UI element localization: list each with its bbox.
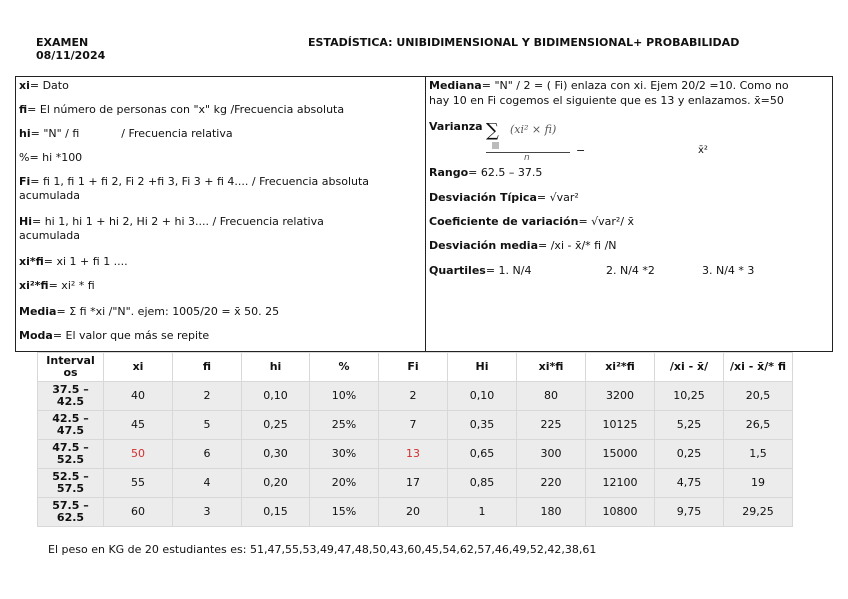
- column-header: fi: [173, 353, 242, 382]
- table-cell: 0,15: [242, 498, 310, 527]
- formula-box: [15, 76, 833, 352]
- formula-moda: Moda= El valor que más se repite: [19, 329, 210, 342]
- median-xi-cell: 50: [104, 440, 173, 469]
- exam-label: EXAMEN: [36, 36, 89, 49]
- table-cell: 0,30: [242, 440, 310, 469]
- table-header-row: [38, 353, 793, 382]
- table-cell: 45: [104, 411, 173, 440]
- varianza-fraction: [486, 120, 586, 163]
- table-cell: 4: [173, 469, 242, 498]
- data-caption: El peso en KG de 20 estudiantes es: 51,47,55,53,49,47,48,50,43,60,45,54,62,57,46,49,52,42,38,61: [48, 543, 597, 556]
- quartile-3: 3. N/4 * 3: [702, 264, 755, 277]
- table-row-median: [38, 440, 793, 469]
- table-cell: 55: [104, 469, 173, 498]
- formula-hi: hi= "N" / fi / Frecuencia relativa: [19, 127, 233, 140]
- table-cell: 4,75: [655, 469, 724, 498]
- table-cell: 10125: [586, 411, 655, 440]
- table-cell: 40: [104, 382, 173, 411]
- table-cell: 225: [517, 411, 586, 440]
- table-cell: 300: [517, 440, 586, 469]
- formula-media: Media= Σ fi *xi /"N". ejem: 1005/20 = x̄ 50. 25: [19, 305, 280, 318]
- table-cell: 0,25: [655, 440, 724, 469]
- formula-fi: fi= El número de personas con "x" kg /Frecuencia absoluta: [19, 103, 345, 116]
- formula-quartiles: Quartiles= 1. N/4: [429, 264, 532, 277]
- table-cell: 10%: [310, 382, 379, 411]
- column-header: /xi - x̄/: [655, 353, 724, 382]
- quartile-2: 2. N/4 *2: [606, 264, 655, 277]
- table-cell: 20,5: [724, 382, 793, 411]
- table-cell: 80: [517, 382, 586, 411]
- table-cell: 42.5 – 47.5: [38, 411, 104, 440]
- varianza-denominator: n: [524, 153, 530, 163]
- table-row: [38, 411, 793, 440]
- table-cell: 7: [379, 411, 448, 440]
- column-header: Hi: [448, 353, 517, 382]
- formula-coeficiente-variacion: Coeficiente de variación= √var²/ x̄: [429, 215, 635, 228]
- table-cell: 19: [724, 469, 793, 498]
- column-header: /xi - x̄/* fi: [724, 353, 793, 382]
- table-cell: 0,10: [448, 382, 517, 411]
- table-cell: 12100: [586, 469, 655, 498]
- table-cell: 1: [448, 498, 517, 527]
- table-cell: 0,85: [448, 469, 517, 498]
- table-cell: 0,10: [242, 382, 310, 411]
- column-header: Fi: [379, 353, 448, 382]
- table-cell: 0,35: [448, 411, 517, 440]
- median-Fi-cell: 13: [379, 440, 448, 469]
- formula-rango: Rango= 62.5 – 37.5: [429, 166, 543, 179]
- table-cell: 10800: [586, 498, 655, 527]
- formula-percent: %= hi *100: [19, 151, 83, 164]
- placeholder-box-icon: [492, 142, 499, 149]
- formula-column-right: [426, 77, 832, 351]
- varianza-mean-squared: x̄²: [698, 145, 708, 156]
- formula-varianza-label: Varianza: [429, 120, 483, 133]
- table-cell: 6: [173, 440, 242, 469]
- table-cell: 26,5: [724, 411, 793, 440]
- table-cell: 57.5 – 62.5: [38, 498, 104, 527]
- table-cell: 3200: [586, 382, 655, 411]
- frequency-table: [37, 352, 793, 527]
- formula-mediana-cont: hay 10 en Fi cogemos el siguiente que es 13 y enlazamos. x̄=50: [429, 94, 784, 107]
- table-cell: 5,25: [655, 411, 724, 440]
- formula-xi2fi: xi²*fi= xi² * fi: [19, 279, 95, 292]
- table-cell: 15000: [586, 440, 655, 469]
- table-cell: 10,25: [655, 382, 724, 411]
- column-header: xi: [104, 353, 173, 382]
- column-header: hi: [242, 353, 310, 382]
- exam-header: [36, 36, 105, 62]
- formula-Hi-cont: acumulada: [19, 229, 80, 242]
- table-cell: 30%: [310, 440, 379, 469]
- formula-desviacion-media: Desviación media= /xi - x̄/* fi /N: [429, 239, 617, 252]
- table-cell: 17: [379, 469, 448, 498]
- formula-Hi: Hi= hi 1, hi 1 + hi 2, Hi 2 + hi 3.... / Frecuencia relativa: [19, 215, 324, 228]
- table-cell: 9,75: [655, 498, 724, 527]
- table-cell: 5: [173, 411, 242, 440]
- table-cell: 60: [104, 498, 173, 527]
- formula-xi: xi= Dato: [19, 79, 69, 92]
- table-cell: 0,25: [242, 411, 310, 440]
- formula-mediana: Mediana= "N" / 2 = ( Fi) enlaza con xi. Ejem 20/2 =10. Como no: [429, 79, 789, 92]
- table-cell: 180: [517, 498, 586, 527]
- table-cell: 1,5: [724, 440, 793, 469]
- formula-Fi-cont: acumulada: [19, 189, 80, 202]
- table-cell: 0,20: [242, 469, 310, 498]
- table-cell: 47.5 – 52.5: [38, 440, 104, 469]
- table-row: [38, 498, 793, 527]
- table-cell: 37.5 – 42.5: [38, 382, 104, 411]
- table-cell: 3: [173, 498, 242, 527]
- table-cell: 2: [173, 382, 242, 411]
- column-header: %: [310, 353, 379, 382]
- table-row: [38, 469, 793, 498]
- summation-symbol: ∑: [486, 120, 499, 141]
- table-cell: 220: [517, 469, 586, 498]
- column-header: xi*fi: [517, 353, 586, 382]
- table-cell: 2: [379, 382, 448, 411]
- formula-Fi: Fi= fi 1, fi 1 + fi 2, Fi 2 +fi 3, Fi 3 + fi 4.... / Frecuencia absoluta: [19, 175, 370, 188]
- table-cell: 52.5 – 57.5: [38, 469, 104, 498]
- formula-xifi: xi*fi= xi 1 + fi 1 ....: [19, 255, 128, 268]
- table-cell: 29,25: [724, 498, 793, 527]
- exam-date: 08/11/2024: [36, 49, 106, 62]
- table-row: [38, 382, 793, 411]
- page-title: ESTADÍSTICA: UNIBIDIMENSIONAL Y BIDIMENSIONAL+ PROBABILIDAD: [308, 36, 740, 49]
- table-cell: 25%: [310, 411, 379, 440]
- formula-column-left: [16, 77, 426, 351]
- table-cell: 20: [379, 498, 448, 527]
- table-cell: 0,65: [448, 440, 517, 469]
- varianza-numerator: (xi² × fi): [510, 123, 557, 136]
- minus-sign: −: [576, 144, 586, 157]
- formula-desviacion-tipica: Desviación Típica= √var²: [429, 191, 579, 204]
- table-cell: 20%: [310, 469, 379, 498]
- table-cell: 15%: [310, 498, 379, 527]
- column-header: Interval os: [38, 353, 104, 382]
- column-header: xi²*fi: [586, 353, 655, 382]
